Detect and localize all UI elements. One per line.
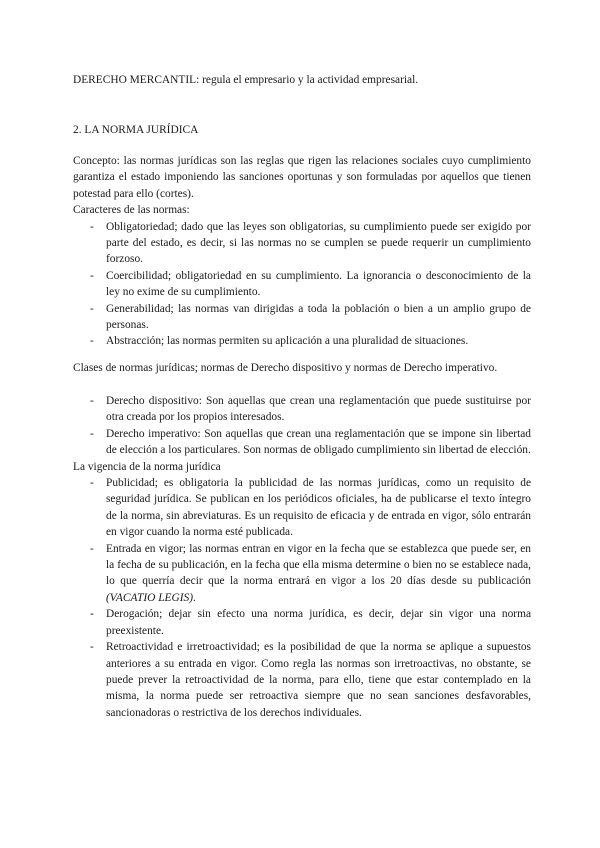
- concepto-block: [73, 153, 531, 350]
- list-item-text: Derecho imperativo: Son aquellas que crean una reglamentación que se impone sin libertad de elección a los particulares. Son normas de obligado cumplimiento sin libertad de elección.: [106, 427, 531, 457]
- bullet-dash: -: [90, 427, 94, 440]
- list-item: [73, 475, 531, 541]
- clases-list: [73, 393, 531, 459]
- concepto-paragraph: Concepto: las normas jurídicas son las reglas que rigen las relaciones sociales cuyo cumplimiento garantiza el estado imponiendo las sanciones oportunas y son formuladas por aquellos que tienen potestad para ello (cortes).: [73, 155, 531, 200]
- vigencia-list: [73, 475, 531, 721]
- bullet-dash: -: [90, 335, 94, 348]
- caracteres-title: Caracteres de las normas:: [73, 204, 190, 217]
- list-item-text: Abstracción; las normas permiten su aplicación a una pluralidad de situaciones.: [106, 335, 469, 348]
- bullet-dash: -: [90, 395, 94, 407]
- list-item-text: Generabilidad; las normas van dirigidas a toda la población o bien a un amplio grupo de personas.: [106, 302, 531, 332]
- vigencia-title: La vigencia de la norma jurídica: [73, 460, 221, 473]
- caracteres-list: [73, 219, 531, 350]
- section-title: 2. LA NORMA JURÍDICA: [73, 124, 199, 136]
- list-item: [73, 639, 531, 721]
- bullet-dash: -: [90, 542, 94, 555]
- clases-title: Clases de normas jurídicas; normas de Derecho dispositivo y normas de Derecho imperativo.: [73, 362, 498, 374]
- list-item: - Entrada en vigor; las normas entran en vigor en la fecha que se establezca que puede ser, en la fecha de su publicación, en la fecha que ella misma determine o bien no se establece nada, lo que querría decir que la norma entrará en vigor a los 20 días desde su publicación (VACATIO LEGIS).: [90, 542, 531, 604]
- list-item-text: Entrada en vigor; las normas entran en vigor en la fecha que se establezca que puede ser, en la fecha de su publicación, en la fecha que ella misma determine o bien no se establece nada, lo que querría decir que la norma entrará en vigor a los 20 días desde su publicación: [106, 542, 531, 588]
- list-item: [73, 219, 531, 268]
- list-item-text: Retroactividad e irretroactividad; es la posibilidad de que la norma se aplique a supuestos anteriores a su entrada en vigor. Como regla las normas son irretroactivas, no obstante, se puede prever la retroactividad de la norma, para ello, tiene que estar contemplado en la misma, la norma puede ser retroactiva siempre que no sean sanciones desfavorables, sancionadoras o restrictiva de los derechos individuales.: [106, 641, 531, 719]
- list-item: [73, 426, 531, 459]
- list-item-text: Derogación; dejar sin efecto una norma jurídica, es decir, dejar sin vigor una norma preexistente.: [106, 608, 531, 637]
- header-line: DERECHO MERCANTIL: regula el empresario y la actividad empresarial.: [73, 74, 419, 86]
- bullet-dash: -: [90, 220, 94, 233]
- clases-block: [73, 393, 531, 721]
- list-item: [73, 301, 531, 334]
- bullet-dash: -: [90, 608, 94, 621]
- bullet-dash: -: [90, 477, 94, 490]
- bullet-dash: -: [90, 269, 94, 282]
- list-item: [73, 268, 531, 301]
- vacatio-legis-term: (VACATIO LEGIS): [106, 591, 193, 604]
- list-item-text: Obligatoriedad; dado que las leyes son obligatorias, su cumplimiento puede ser exigido por parte del estado, es decir, si las normas no se cumplen se puede requerir un cumplimiento forzoso.: [106, 220, 531, 266]
- list-item: [73, 393, 531, 426]
- bullet-dash: -: [90, 302, 94, 315]
- list-item-text: Derecho dispositivo: Son aquellas que crean una reglamentación que puede sustituirse por otra creada por los propios interesados.: [106, 395, 531, 424]
- list-item: [73, 333, 531, 349]
- bullet-dash: -: [90, 641, 94, 654]
- list-item-text: Publicidad; es obligatoria la publicidad de las normas jurídicas, como un requisito de seguridad jurídica. Se publican en los periódicos oficiales, ha de publicarse el texto íntegro de la norma, sin abreviaturas. Es un requisito de eficacia y de entrada en vigor, sólo entrarán en vigor cuando la norma esté publicada.: [106, 477, 531, 539]
- list-item: [73, 606, 531, 639]
- list-item-text: Coercibilidad; obligatoriedad en su cumplimiento. La ignorancia o desconocimiento de la ley no exime de su cumplimiento.: [106, 269, 531, 299]
